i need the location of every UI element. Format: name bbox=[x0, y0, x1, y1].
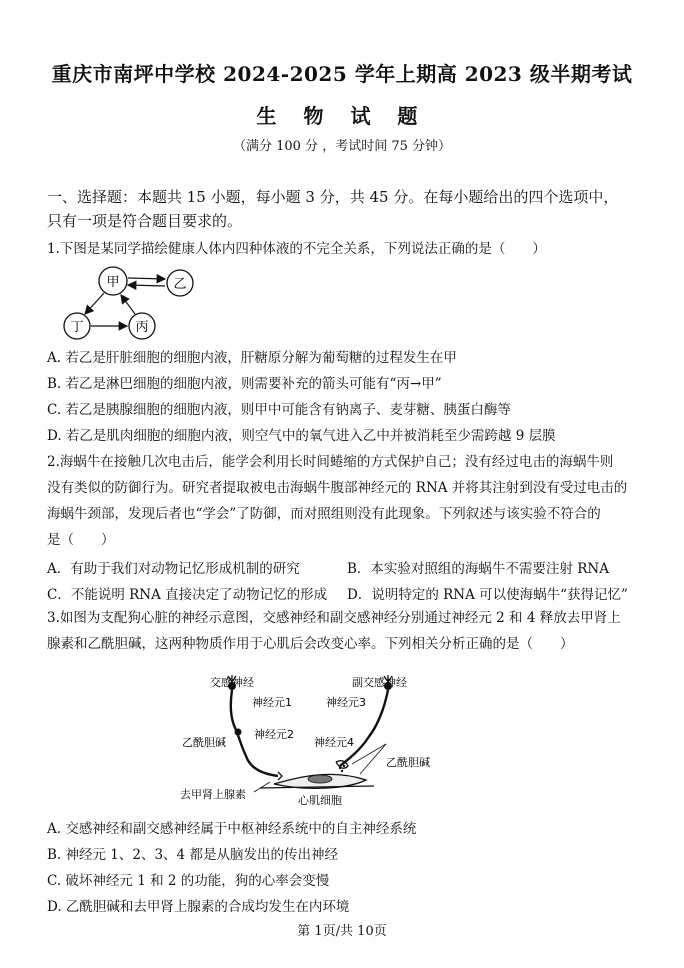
label-neuron2: 神经元2 bbox=[254, 728, 294, 741]
q2-options-row2 bbox=[47, 583, 647, 603]
label-sympathetic: 交感神经 bbox=[210, 676, 254, 689]
q2-options-row1 bbox=[47, 557, 647, 577]
q1-option-b: B. 若乙是淋巴细胞的细胞内液，则需要补充的箭头可能有“丙→甲” bbox=[47, 376, 442, 392]
label-myocardium: 心肌细胞 bbox=[298, 794, 342, 807]
label-ach-right: 乙酰胆碱 bbox=[386, 756, 430, 769]
score-time-note: （满分 100 分 ，考试时间 75 分钟） bbox=[232, 139, 452, 154]
section-instruction-line1: 一、选择题：本题共 15 小题，每小题 3 分，共 45 分。在每小题给出的四个选项中， bbox=[47, 188, 619, 206]
q2-stem-line4: 是（ ） bbox=[47, 532, 115, 548]
q2-stem-line3: 海蜗牛颈部，发现后者也“学会”了防御，而对照组则没有此现象。下列叙述与该实验不符合的 bbox=[47, 506, 601, 522]
label-parasympathetic: 副交感神经 bbox=[352, 676, 407, 689]
label-jia: 甲 bbox=[106, 275, 120, 290]
subject-title: 生 物 试 题 bbox=[256, 104, 428, 128]
q1-option-a: A. 若乙是肝脏细胞的细胞内液，肝糖原分解为葡萄糖的过程发生在甲 bbox=[47, 350, 457, 366]
q1-stem: 1.下图是某同学描绘健康人体内四种体液的不完全关系，下列说法正确的是（ ） bbox=[47, 241, 546, 257]
q2-stem-line1: 2.海蜗牛在接触几次电击后，能学会利用长时间蜷缩的方式保护自己；没有经过电击的海蜗牛则 bbox=[47, 454, 614, 470]
q3-stem-line2: 腺素和乙酰胆碱，这两种物质作用于心肌后会改变心率。下列相关分析正确的是（ ） bbox=[47, 636, 574, 652]
label-ding: 丁 bbox=[70, 320, 84, 335]
q1-option-c: C. 若乙是胰腺细胞的细胞内液，则甲中可能含有钠离子、麦芽糖、胰蛋白酶等 bbox=[47, 402, 511, 418]
q3-stem-line1: 3.如图为支配狗心脏的神经示意图，交感神经和副交感神经分别通过神经元 2 和 4 释放去甲肾上 bbox=[47, 610, 621, 626]
q2-option-d: D．说明特定的 RNA 可以使海蜗牛“获得记忆” bbox=[347, 587, 628, 603]
q2-option-b: B．本实验对照组的海蜗牛不需要注射 RNA bbox=[347, 561, 609, 577]
q3-heart-nerve-diagram bbox=[170, 670, 460, 810]
label-bing: 丙 bbox=[135, 320, 149, 335]
q3-option-d: D. 乙酰胆碱和去甲肾上腺素的合成均发生在内环境 bbox=[47, 899, 350, 915]
label-ach-left: 乙酰胆碱 bbox=[182, 736, 226, 749]
label-norepinephrine: 去甲肾上腺素 bbox=[180, 788, 246, 801]
page-number: 第 1页/共 10页 bbox=[297, 924, 387, 939]
q3-option-b: B. 神经元 1、2、3、4 都是从脑发出的传出神经 bbox=[47, 847, 338, 863]
q2-option-c: C．不能说明 RNA 直接决定了动物记忆的形成 bbox=[47, 587, 328, 603]
section-instruction-line2: 只有一项是符合题目要求的。 bbox=[47, 212, 243, 230]
q2-option-a: A．有助于我们对动物记忆形成机制的研究 bbox=[47, 561, 300, 577]
q2-stem-line2: 没有类似的防御行为。研究者提取被电击海蜗牛腹部神经元的 RNA 并将其注射到没有受过电击的 bbox=[47, 480, 628, 496]
q1-body-fluid-diagram bbox=[55, 262, 205, 344]
label-neuron4: 神经元4 bbox=[314, 736, 354, 749]
label-yi: 乙 bbox=[173, 277, 187, 292]
exam-title: 重庆市南坪中学校 2024-2025 学年上期高 2023 级半期考试 bbox=[51, 62, 633, 86]
label-neuron3: 神经元3 bbox=[326, 696, 366, 709]
q1-option-d: D. 若乙是肌肉细胞的细胞内液，则空气中的氧气进入乙中并被消耗至少需跨越 9 层膜 bbox=[47, 428, 556, 444]
q3-option-a: A. 交感神经和副交感神经属于中枢神经系统中的自主神经系统 bbox=[47, 821, 417, 837]
q3-option-c: C. 破坏神经元 1 和 2 的功能，狗的心率会变慢 bbox=[47, 873, 330, 889]
label-neuron1: 神经元1 bbox=[252, 696, 292, 709]
